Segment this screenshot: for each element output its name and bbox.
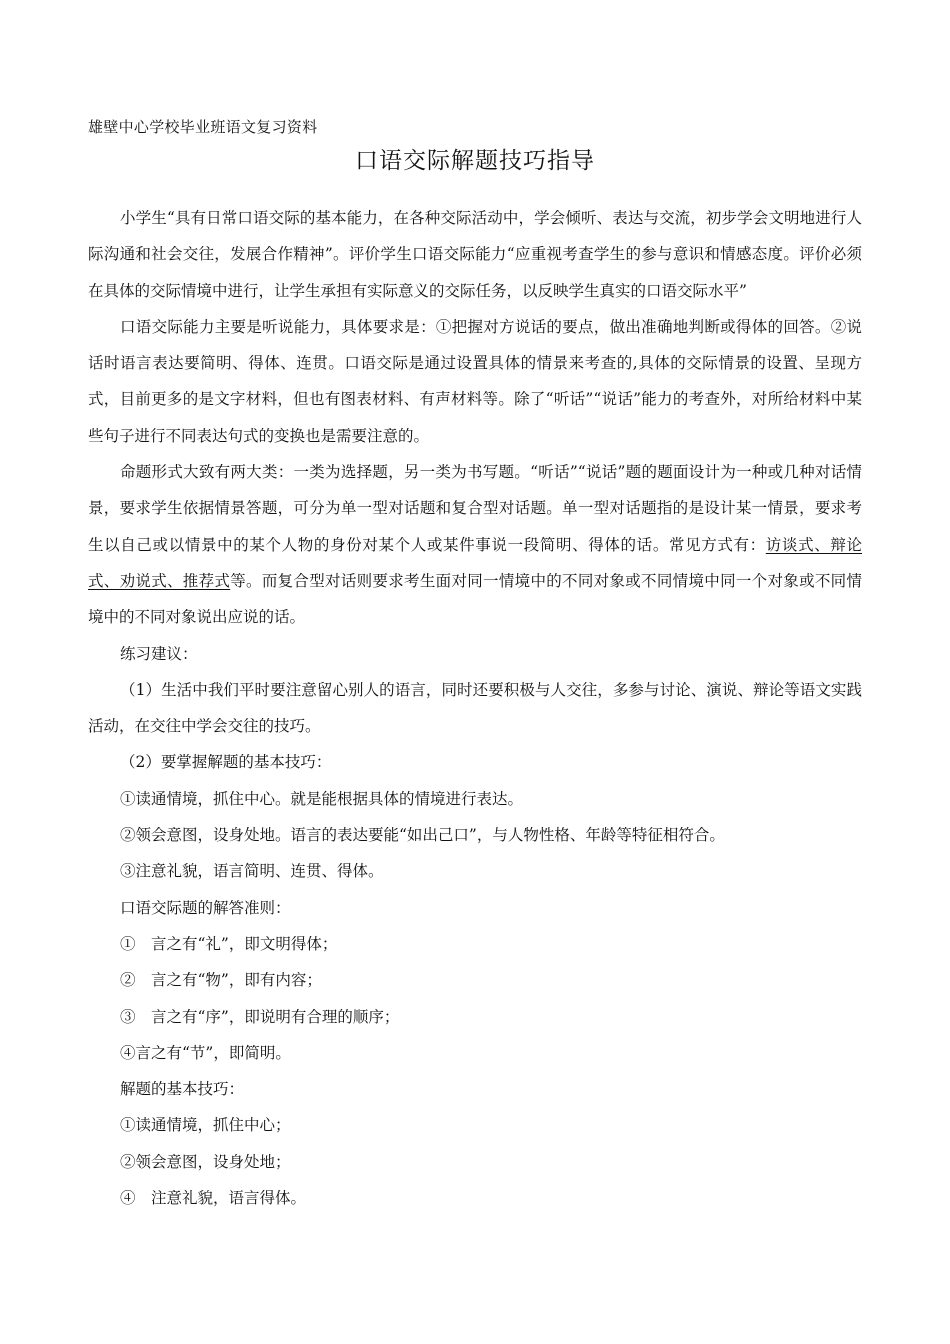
school-header: 雄壁中心学校毕业班语文复习资料 [88,118,318,136]
rule-item: ③ 言之有“序”，即说明有合理的顺序； [120,1007,400,1026]
rule-item: ④言之有“节”，即简明。 [120,1043,291,1062]
practice-heading: 练习建议： [120,644,198,663]
practice-suggestion-2: （2）要掌握解题的基本技巧： [120,753,332,772]
page-title: 口语交际解题技巧指导 [355,148,595,174]
basic-tip-item: ①读通情境，抓住中心； [120,1116,291,1135]
basic-tips-heading: 解题的基本技巧： [120,1080,245,1099]
rule-item: ① 言之有“礼”，即文明得体； [120,934,338,953]
ability-paragraph: 口语交际能力主要是听说能力，具体要求是：①把握对方说话的要点，做出准确地判断或得体的回答。②说话时语言表达要简明、得体、连贯。口语交际是通过设置具体的情景来考查的,具体的交际情景的设置、呈现方式，目前更多的是文字材料，但也有图表材料、有声材料等。除了“听话”“说话”能力的考查外，对所给材料中某些句子进行不同表达句式的变换也是需要注意的。 [88,317,862,445]
intro-paragraph: 小学生“具有日常口语交际的基本能力，在各种交际活动中，学会倾听、表达与交流，初步学会文明地进行人际沟通和社会交往，发展合作精神”。评价学生口语交际能力“应重视考查学生的参与意识和情感态度。评价必须在具体的交际情境中进行，让学生承担有实际意义的交际任务，以反映学生真实的口语交际水平” [88,209,862,300]
document-body [88,200,862,1216]
basic-tip-item: ④ 注意礼貌，语言得体。 [120,1189,307,1208]
question-forms-paragraph [88,454,862,635]
forms-underlined-types: 访谈式、辩论式、劝说式、推荐式 [88,535,862,590]
practice-suggestion-1: （1）生活中我们平时要注意留心别人的语言，同时还要积极与人交往，多参与讨论、演说、辩论等语文实践活动，在交往中学会交往的技巧。 [88,680,862,736]
tip-item: ③注意礼貌，语言简明、连贯、得体。 [120,862,384,881]
forms-text-end: 等。而复合型对话则要求考生面对同一情境中的不同对象或不同情境中同一个对象或不同情境中的不同对象说出应说的话。 [88,571,862,627]
forms-text-start: 命题形式大致有两大类：一类为选择题，另一类为书写题。“听话”“说话”题的题面设计为一种或几种对话情景，要求学生依据情景答题，可分为单一型对话题和复合型对话题。单一型对话题指的是设计某一情景，要求考生以自己或以情景中的某个人物的身份对某个人或某件事说一段简明、得体的话。常见方式有： [88,463,862,554]
basic-tip-item: ②领会意图，设身处地； [120,1152,291,1171]
tip-item: ②领会意图，设身处地。语言的表达要能“如出己口”，与人物性格、年龄等特征相符合。 [120,826,725,845]
rule-item: ② 言之有“物”，即有内容； [120,971,322,990]
rules-heading: 口语交际题的解答准则： [120,898,291,917]
tip-item: ①读通情境，抓住中心。就是能根据具体的情境进行表达。 [120,789,524,808]
